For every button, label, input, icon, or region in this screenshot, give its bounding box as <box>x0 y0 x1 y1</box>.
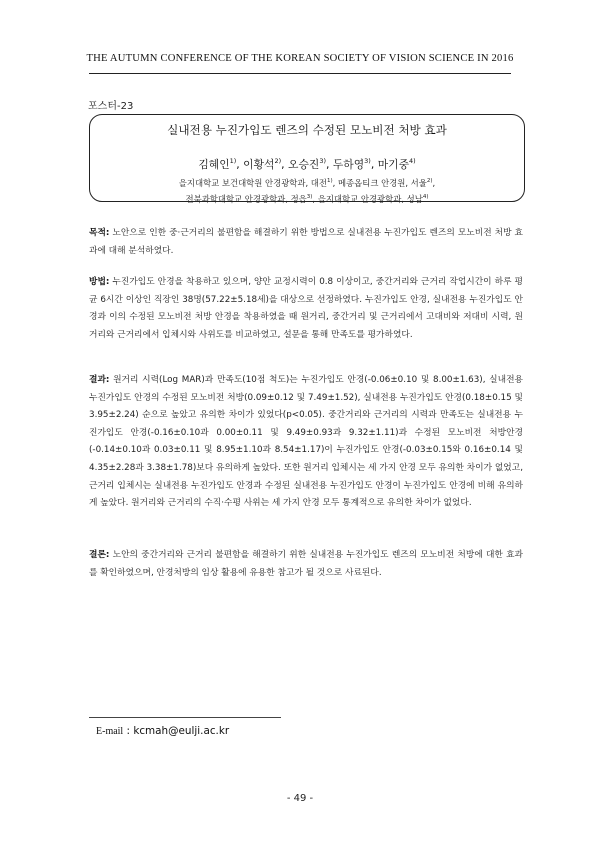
section-label: 방법: <box>89 277 110 287</box>
running-header: THE AUTUMN CONFERENCE OF THE KOREAN SOCIETY OF VISION SCIENCE IN 2016 <box>86 53 514 64</box>
contact-email: E-mail : kcmah@eulji.ac.kr <box>96 725 230 737</box>
author: 마기중$^{4)}$ <box>377 157 416 171</box>
title-box <box>89 114 525 202</box>
section-body: 누진가입도 안경을 착용하고 있으며, 양안 교정시력이 0.8 이상이고, 중간거리와 근거리 작업시간이 하루 평균 6시간 이상인 직장인 38명(57.22±5.18세)을 대상으로 선정하였다. 누진가입도 안경, 실내전용 누진가입도 안경과 이의 수정된 모노비전 처방 안경을 착용하였을 때 원거리, 중간거리 및 근거리에서 고대비와 저대비 시력, 원거리와 근거리에서 입체시와 사위도를 비교하였고, 설문을 통해 만족도를 평가하였다. <box>89 277 523 340</box>
result-section <box>89 372 523 513</box>
section-label: 목적: <box>89 228 110 238</box>
poster-number: 포스터-23 <box>88 101 134 112</box>
author: 김혜인$^{1)}$, <box>198 157 244 171</box>
section-label: 결과: <box>89 375 110 385</box>
author: 오승진$^{3)}$, <box>288 157 333 171</box>
footnote-rule <box>89 717 281 718</box>
section-body: 노안의 중간거리와 근거리 불편함을 해결하기 위한 실내전용 누진가입도 렌즈의 모노비전 처방에 대한 효과를 확인하였으며, 안경처방의 임상 활용에 유용한 참고가 될 것으로 사료된다. <box>89 550 523 578</box>
method-section <box>89 274 523 344</box>
purpose-section <box>89 225 523 260</box>
author-list <box>90 157 524 172</box>
page-number: - 49 - <box>286 793 314 804</box>
author: 이황석$^{2)}$, <box>243 157 289 171</box>
paper-title: 실내전용 누진가입도 렌즈의 수정된 모노비전 처방 효과 <box>167 123 447 137</box>
section-body: 노안으로 인한 중·근거리의 불편함을 해결하기 위한 방법으로 실내전용 누진가입도 렌즈의 모노비전 처방 효과에 대해 분석하였다. <box>89 228 523 256</box>
section-label: 결론: <box>89 550 110 560</box>
conclusion-section <box>89 547 523 582</box>
affiliation-line: 전북과학대학교 안경광학과, 정읍$^{3)}$, 을지대학교 안경광학과, 성남$^{4)}$ <box>185 194 429 204</box>
section-body: 원거리 시력(Log MAR)과 만족도(10점 척도)는 누진가입도 안경(-0.06±0.10 및 8.00±1.63), 실내전용 누진가입도 안경의 수정된 모노비전 처방(0.09±0.12 및 7.49±1.52), 실내전용 누진가입도 안경(0.18±0.15 및 3.95±2.24) 순으로 높았고 유의한 차이가 있었다(p<0.05). 중간거리와 근거리의 시력과 만족도는 실내전용 누진가입도 안경(-0.16±0.10과 0.00±0.11 및 9.49±0.93과 9.32±1.11)과 수정된 모노비전 처방안경(-0.14±0.10과 0.03±0.11 및 8.95±1.10과 8.54±1.17)이 누진가입도 안경(-0.03±0.15와 0.16±0.14 및 4.35±2.28과 3.38±1.78)보다 유의하게 높았다. 또한 원거리 입체시는 세 가지 안경 모두 유의한 차이가 없었고, 근거리 입체시는 실내전용 누진가입도 안경과 수정된 실내전용 누진가입도 안경이 누진가입도 안경에 비해 유의하게 높았다. 원거리와 근거리의 수직·수평 사위는 세 가지 안경 모두 통계적으로 유의한 차이가 없었다. <box>89 375 523 509</box>
email-address[interactable]: kcmah@eulji.ac.kr <box>133 725 230 737</box>
affiliation-line: 을지대학교 보건대학원 안경광학과, 대전$^{1)}$, 메종옵티크 안경원, 서울$^{2)}$, <box>178 178 436 188</box>
author: 두하영$^{3)}$, <box>332 157 378 171</box>
header-rule <box>89 73 511 74</box>
